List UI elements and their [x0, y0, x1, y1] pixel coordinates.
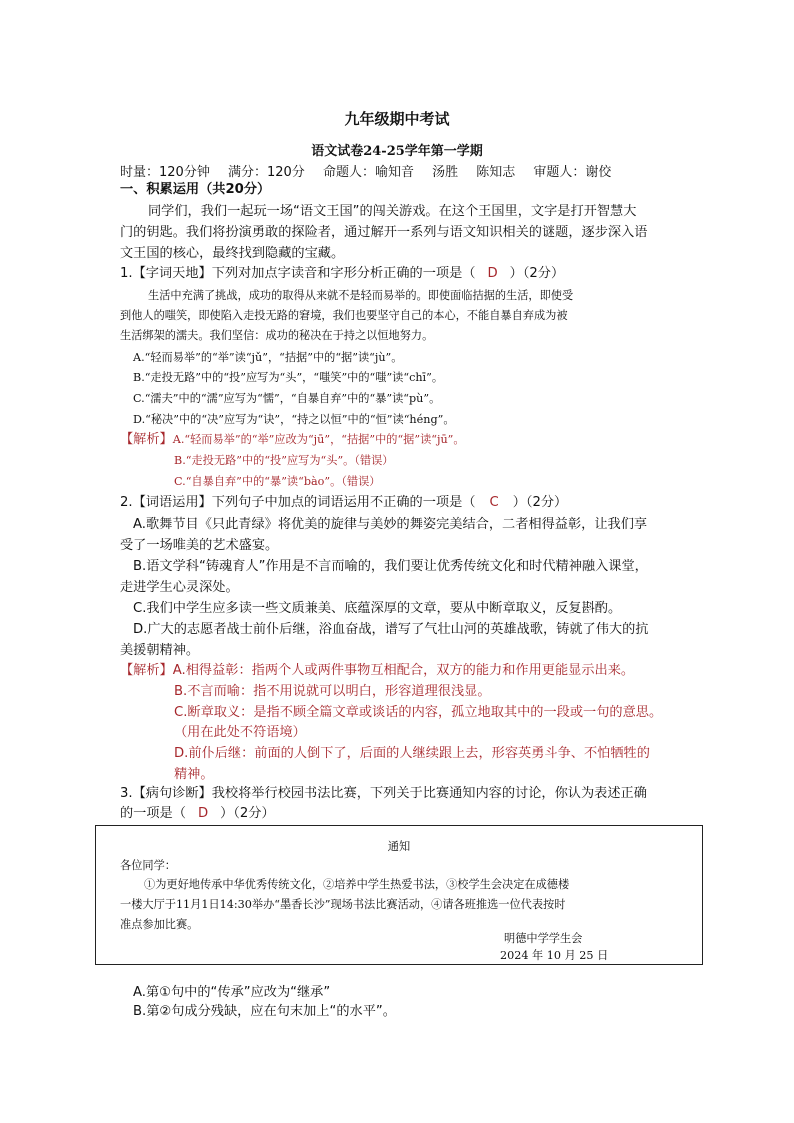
q2-analysis-label: 【解析】 — [120, 663, 173, 678]
intro-line-2: 门的钥匙。我们将扮演勇敢的探险者，通过解开一系列与语文知识相关的谜题，逐步深入语 — [120, 225, 648, 240]
q2-option-a-2: 受了一场唯美的艺术盛宴。 — [120, 538, 279, 553]
notice-signer: 明德中学学生会 — [504, 932, 583, 945]
q1-option-d: D.“秘决”中的“决”应写为“诀”，“持之以恒”中的“恒”读“héng”。 — [133, 413, 455, 426]
q2-analysis: 【解析】A.相得益彰：指两个人或两件事物互相配合，双方的能力和作用更能显示出来。 — [120, 663, 635, 678]
exam-subtitle: 语文试卷24-25学年第一学期 — [311, 144, 483, 159]
intro-line-3: 文王国的核心，最终找到隐藏的宝藏。 — [120, 246, 345, 261]
q2-option-a-1: A.歌舞节目《只此青绿》将优美的旋律与美妙的舞姿完美结合，二者相得益彰，让我们享 — [133, 517, 648, 532]
q2-analysis-d-2: 精神。 — [174, 767, 214, 782]
exam-meta — [120, 161, 720, 180]
q1-analysis: 【解析】A.“轻而易举”的“举”应改为“jū”，“拮据”中的“据”读“jū”。 — [120, 432, 465, 447]
q1-analysis-label: 【解析】 — [120, 432, 173, 447]
notice-title: 通知 — [387, 840, 411, 853]
q2-analysis-d: D.前仆后继：前面的人倒下了，后面的人继续跟上去，形容英勇斗争、不怕牺牲的 — [174, 746, 650, 761]
q3-stem-1: 3.【病句诊断】我校将举行校园书法比赛，下列关于比赛通知内容的讨论，你认为表述正确 — [120, 786, 647, 801]
q1-answer: D — [487, 266, 498, 281]
q1-option-b: B.“走投无路”中的“投”应写为“头”，“嗤笑”中的“嗤”读“chī”。 — [133, 371, 444, 384]
q3-option-b: B.第②句成分残缺，应在句末加上“的水平”。 — [133, 1004, 396, 1019]
setter-3: 陈知志 — [476, 165, 516, 180]
reviewer: 审题人：谢佼 — [533, 165, 612, 180]
q1-analysis-c: C.“自暴自弃”中的“暴”读“bào”。（错误） — [174, 475, 381, 488]
q3-stem-2: 的一项是（ D ）（2分） — [120, 806, 275, 821]
intro-line-1: 同学们，我们一起玩一场“语文王国”的闯关游戏。在这个王国里，文字是打开智慧大 — [148, 204, 637, 219]
q1-stem: 1.【字词天地】下列对加点字读音和字形分析正确的一项是（ D ）（2分） — [120, 266, 565, 281]
setter-2: 汤胜 — [432, 165, 459, 180]
q1-passage-1: 生活中充满了挑战，成功的取得从来就不是轻而易举的。即使面临拮据的生活，即使受 — [148, 289, 574, 302]
q1-option-c: C.“濡夫”中的“濡”应写为“懦”，“自暴自弃”中的“暴”读“pù”。 — [133, 392, 441, 405]
section-heading: 一、积累运用（共20分） — [120, 182, 271, 197]
q1-option-a: A.“轻而易举”的“举”读“jǔ”，“拮据”中的“据”读“jù”。 — [133, 351, 403, 364]
q2-analysis-c: C.断章取义：是指不顾全篇文章或谈话的内容，孤立地取其中的一段或一句的意思。 — [174, 705, 663, 720]
setter-1: 命题人：喻知音 — [322, 165, 414, 180]
q2-analysis-c-2: （用在此处不符语境） — [174, 725, 306, 740]
q3-answer: D — [197, 806, 209, 821]
q3-option-a: A.第①句中的“传承”应改为“继承” — [133, 985, 331, 1000]
q2-option-b-2: 走进学生心灵深处。 — [120, 580, 239, 595]
notice-date: 2024 年 10 月 25 日 — [500, 949, 609, 962]
notice-body-3: 准点参加比赛。 — [120, 918, 199, 931]
q2-option-c: C.我们中学生应多读一些文质兼美、底蕴深厚的文章，要从中断章取义，反复斟酌。 — [133, 601, 622, 616]
q2-answer: C — [489, 495, 499, 510]
q2-option-d-2: 美援朝精神。 — [120, 643, 200, 658]
notice-greeting: 各位同学： — [120, 859, 176, 872]
exam-title: 九年级期中考试 — [344, 110, 450, 128]
q2-option-b-1: B.语文学科“铸魂育人”作用是不言而喻的，我们要让优秀传统文化和时代精神融入课堂， — [133, 559, 648, 574]
q2-stem: 2.【词语运用】下列句子中加点的词语运用不正确的一项是（ C ）（2分） — [120, 495, 568, 510]
q2-analysis-b: B.不言而喻：指不用说就可以明白，形容道理很浅显。 — [174, 684, 491, 699]
q1-passage-2: 到他人的嗤笑，即使陷入走投无路的窘境，我们也要坚守自己的本心，不能自暴自弃成为被 — [120, 309, 568, 322]
q1-analysis-b: B.“走投无路”中的“投”应写为“头”。（错误） — [174, 454, 394, 467]
time-limit: 时量：120分钟 — [120, 165, 210, 180]
notice-box — [95, 825, 703, 965]
notice-body-1: ①为更好地传承中华优秀传统文化，②培养中学生热爱书法，③校学生会决定在成德楼 — [144, 878, 570, 891]
notice-body-2: 一楼大厅于11月1日14:30举办“墨香长沙”现场书法比赛活动，④请各班推选一位代表按时 — [120, 898, 566, 911]
full-score: 满分：120分 — [227, 165, 305, 180]
q1-passage-3: 生活绑架的濡夫。我们坚信：成功的秘决在于持之以恒地努力。 — [120, 329, 434, 342]
q2-option-d-1: D.广大的志愿者战士前仆后继，浴血奋战，谱写了气壮山河的英雄战歌，铸就了伟大的抗 — [133, 622, 649, 637]
